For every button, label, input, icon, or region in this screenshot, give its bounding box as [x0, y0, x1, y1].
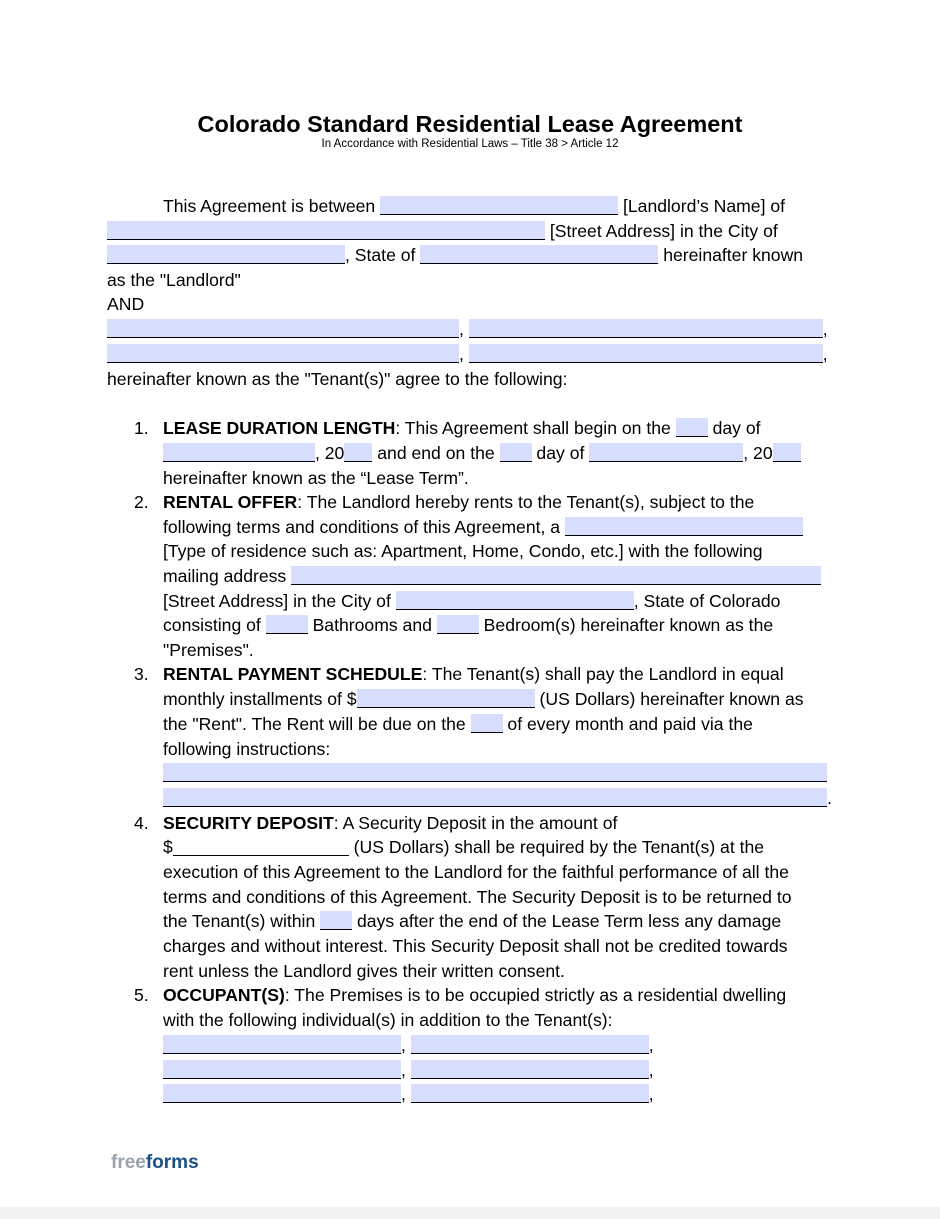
occupant-name-field[interactable] [163, 1060, 401, 1079]
tenant-name-field[interactable] [469, 319, 823, 338]
residence-type-field[interactable] [565, 517, 803, 536]
period: . [827, 788, 832, 808]
monthly-rent-amount-field[interactable] [357, 689, 535, 708]
comma: , [459, 319, 464, 339]
tenant-name-field[interactable] [469, 344, 823, 363]
s3-line-5 [163, 762, 827, 784]
landlord-city-field[interactable] [107, 245, 345, 264]
lease-end-day-field[interactable] [500, 443, 532, 462]
s2-line-6 [163, 614, 773, 636]
premises-city-field[interactable] [396, 591, 634, 610]
intro-line-3 [107, 244, 803, 266]
tenant-name-field[interactable] [107, 319, 459, 338]
section-text: , 20 [315, 443, 345, 463]
occupant-name-field[interactable] [411, 1035, 649, 1054]
section-text: monthly installments of $ [163, 689, 357, 709]
section-text: days after the end of the Lease Term less any damage [352, 911, 782, 931]
landlord-state-field[interactable] [420, 245, 658, 264]
occupants-row-1 [163, 1034, 654, 1056]
intro-text: , State of [345, 245, 421, 265]
intro-text: [Street Address] in the City of [545, 221, 778, 241]
s3-line-6 [163, 787, 832, 809]
freeforms-logo [111, 1151, 199, 1175]
section-text: : The Tenant(s) shall pay the Landlord in equal [422, 664, 784, 684]
s2-line-7: "Premises". [163, 640, 254, 660]
section-text: and end on the [372, 443, 500, 463]
lease-end-year-field[interactable] [773, 443, 801, 462]
s3-line-3 [163, 713, 753, 735]
occupant-name-field[interactable] [163, 1084, 401, 1103]
deposit-return-days-field[interactable] [320, 911, 352, 930]
tenant-names-row-2 [107, 343, 828, 365]
intro-line-4: as the "Landlord" [107, 270, 241, 290]
section-text: day of [531, 443, 590, 463]
payment-instructions-field[interactable] [163, 788, 827, 807]
section-text: , State of Colorado [633, 591, 781, 611]
security-deposit-amount-field[interactable] [173, 837, 349, 856]
section-heading: RENTAL OFFER [163, 492, 298, 512]
section-text: consisting of [163, 615, 266, 635]
comma: , [648, 1035, 654, 1055]
comma: , [459, 344, 464, 364]
s1-line-2 [163, 442, 801, 464]
section-number: 5. [134, 985, 149, 1005]
section-text: the Tenant(s) within [163, 911, 321, 931]
lease-start-year-field[interactable] [344, 443, 372, 462]
comma: , [822, 344, 828, 364]
intro-line-1 [163, 195, 785, 217]
landlord-name-field[interactable] [380, 196, 618, 215]
section-text: following terms and conditions of this Agreement, a [163, 517, 565, 537]
section-text: Bedroom(s) hereinafter known as the [478, 615, 774, 635]
bedrooms-count-field[interactable] [437, 615, 479, 634]
premises-mailing-address-field[interactable] [291, 566, 821, 585]
section-heading: RENTAL PAYMENT SCHEDULE [163, 664, 423, 684]
s4-line-5 [163, 910, 781, 932]
section-number: 2. [134, 492, 149, 512]
section-number: 1. [134, 418, 149, 438]
intro-text: This Agreement is between [163, 196, 381, 216]
section-text: (US Dollars) shall be required by the Tenant(s) at the [348, 837, 765, 857]
section-text: mailing address [163, 566, 292, 586]
page-bottom-edge [0, 1207, 940, 1219]
section-number: 4. [134, 813, 149, 833]
intro-line-8: hereinafter known as the "Tenant(s)" agree to the following: [107, 369, 568, 389]
section-text: of every month and paid via the [502, 714, 753, 734]
s5-line-1 [163, 984, 786, 1006]
occupant-name-field[interactable] [411, 1060, 649, 1079]
s4-line-3: execution of this Agreement to the Landlord for the faithful performance of all the [163, 862, 789, 882]
intro-line-2 [107, 220, 778, 242]
s4-line-7: rent unless the Landlord gives their written consent. [163, 961, 565, 981]
rent-due-day-field[interactable] [471, 714, 503, 733]
s2-line-4 [163, 565, 821, 587]
s2-line-3: [Type of residence such as: Apartment, Home, Condo, etc.] with the following [163, 541, 763, 561]
section-text: the "Rent". The Rent will be due on the [163, 714, 471, 734]
lease-start-month-field[interactable] [163, 443, 315, 462]
section-text: day of [707, 418, 761, 438]
s1-line-3: hereinafter known as the “Lease Term”. [163, 468, 469, 488]
section-text: Bathrooms and [307, 615, 437, 635]
section-heading: OCCUPANT(S) [163, 985, 285, 1005]
section-text: : This Agreement shall begin on the [395, 418, 676, 438]
document-subtitle: In Accordance with Residential Laws – Title 38 > Article 12 [321, 138, 619, 150]
section-text: , 20 [743, 443, 773, 463]
section-text: : The Landlord hereby rents to the Tenant(s), subject to the [297, 492, 755, 512]
s4-line-6: charges and without interest. This Security Deposit shall not be credited towards [163, 936, 788, 956]
comma: , [822, 319, 828, 339]
s3-line-1 [163, 663, 784, 685]
s2-line-2 [163, 516, 803, 538]
lease-end-month-field[interactable] [589, 443, 743, 462]
s4-line-1 [163, 812, 617, 834]
s5-line-2: with the following individual(s) in addition to the Tenant(s): [163, 1010, 613, 1030]
section-text: (US Dollars) hereinafter known as [534, 689, 804, 709]
comma: , [648, 1084, 654, 1104]
section-text: [Street Address] in the City of [163, 591, 396, 611]
landlord-street-address-field[interactable] [107, 221, 545, 240]
s2-line-5 [163, 590, 780, 612]
s1-line-1 [163, 417, 761, 439]
comma: , [401, 1035, 406, 1055]
document-title: Colorado Standard Residential Lease Agreement [197, 111, 743, 137]
intro-line-5: AND [107, 294, 145, 314]
occupants-row-2 [163, 1059, 654, 1081]
lease-start-day-field[interactable] [676, 418, 708, 437]
comma: , [648, 1060, 654, 1080]
occupants-row-3 [163, 1083, 654, 1105]
tenant-names-row-1 [107, 318, 828, 340]
comma: , [401, 1084, 406, 1104]
section-heading: LEASE DURATION LENGTH [163, 418, 396, 438]
intro-text: [Landlord’s Name] of [618, 196, 786, 216]
intro-text: hereinafter known [658, 245, 804, 265]
bathrooms-count-field[interactable] [266, 615, 308, 634]
section-number: 3. [134, 664, 149, 684]
section-heading: SECURITY DEPOSIT [163, 813, 334, 833]
logo-text-free: free [111, 1152, 146, 1173]
section-text: : A Security Deposit in the amount of [333, 813, 618, 833]
section-text: $ [163, 837, 173, 857]
tenant-name-field[interactable] [107, 344, 459, 363]
s2-line-1 [163, 491, 754, 513]
s3-line-2 [163, 688, 804, 710]
logo-text-forms: forms [145, 1152, 199, 1173]
payment-instructions-field[interactable] [163, 763, 827, 782]
occupant-name-field[interactable] [411, 1084, 649, 1103]
s3-line-4: following instructions: [163, 739, 331, 759]
comma: , [401, 1060, 406, 1080]
section-text: : The Premises is to be occupied strictly as a residential dwelling [284, 985, 787, 1005]
s4-line-4: terms and conditions of this Agreement. The Security Deposit is to be returned to [163, 887, 792, 907]
s4-line-2 [163, 836, 764, 858]
occupant-name-field[interactable] [163, 1035, 401, 1054]
